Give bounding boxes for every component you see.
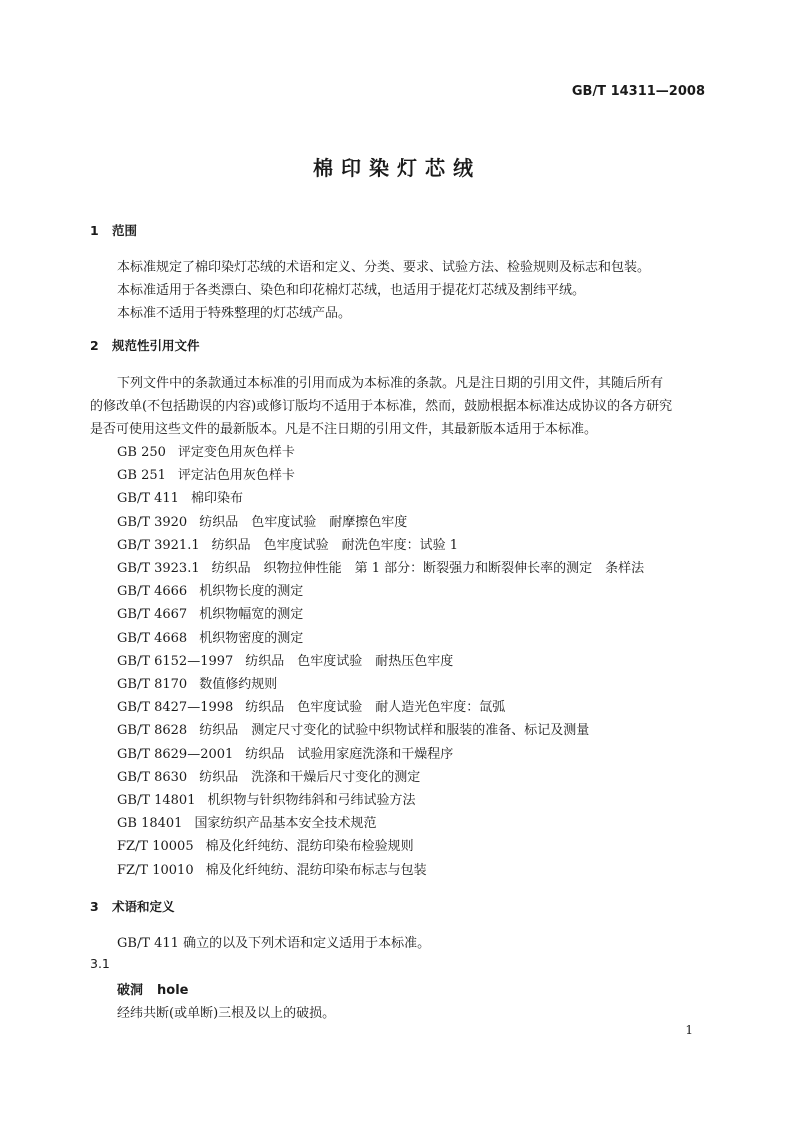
paragraph-line: 下列文件中的条款通过本标准的引用而成为本标准的条款。凡是注日期的引用文件，其随后所有	[117, 376, 664, 391]
term-english: hole	[157, 983, 189, 998]
reference-item	[117, 650, 453, 669]
reference-title: 机织物密度的测定	[199, 630, 304, 646]
reference-item	[117, 743, 453, 762]
page-number: 1	[685, 1023, 693, 1037]
reference-title: 棉及化纤纯纺、混纺印染布检验规则	[205, 839, 414, 855]
reference-code: GB/T 8170	[117, 677, 188, 692]
reference-code: GB 250	[117, 445, 166, 460]
reference-code: GB/T 4668	[117, 630, 188, 646]
reference-title: 纺织品 色牢度试验 耐人造光色牢度：氙弧	[245, 700, 506, 716]
term-chinese: 破洞	[117, 983, 144, 998]
reference-title: 纺织品 色牢度试验 耐热压色牢度	[245, 653, 454, 669]
reference-title: 评定沾色用灰色样卡	[177, 468, 295, 484]
section-title: 规范性引用文件	[112, 338, 200, 353]
reference-code: GB 251	[117, 468, 166, 484]
reference-title: 评定变色用灰色样卡	[177, 445, 295, 460]
reference-code: GB 18401	[117, 816, 183, 832]
reference-item	[117, 627, 303, 646]
reference-title: 棉印染布	[190, 491, 243, 507]
reference-code: GB/T 8628	[117, 723, 188, 739]
reference-item	[117, 696, 505, 715]
section-title: 术语和定义	[112, 899, 175, 914]
reference-item	[117, 557, 644, 576]
paragraph: GB/T 411 确立的以及下列术语和定义适用于本标准。	[117, 936, 431, 951]
reference-code: GB/T 3920	[117, 514, 188, 530]
reference-item	[117, 766, 420, 785]
reference-code: GB/T 14801	[117, 793, 196, 808]
document-title: 棉印染灯芯绒	[313, 156, 481, 180]
section-2-heading	[90, 336, 200, 354]
reference-title: 纺织品 色牢度试验 耐摩擦色牢度	[199, 514, 408, 530]
reference-title: 机织物长度的测定	[199, 584, 304, 600]
reference-title: 数值修约规则	[199, 677, 278, 692]
reference-code: GB/T 8427—1998	[117, 700, 234, 716]
section-3-heading	[90, 897, 175, 915]
reference-code: GB/T 3921.1	[117, 537, 200, 553]
reference-item	[117, 603, 303, 622]
reference-item	[117, 789, 416, 808]
reference-item	[117, 464, 295, 483]
reference-title: 纺织品 测定尺寸变化的试验中织物试样和服装的准备、标记及测量	[199, 723, 590, 739]
reference-title: 机织物与针织物纬斜和弓纬试验方法	[207, 793, 416, 808]
reference-item	[117, 534, 458, 553]
reference-item	[117, 859, 427, 878]
reference-code: GB/T 6152—1997	[117, 653, 234, 669]
reference-item	[117, 441, 295, 460]
paragraph: 本标准不适用于特殊整理的灯芯绒产品。	[117, 306, 352, 321]
paragraph: 本标准适用于各类漂白、染色和印花棉灯芯绒，也适用于提花灯芯绒及割纬平绒。	[117, 283, 586, 298]
reference-item	[117, 580, 303, 599]
section-1-heading	[90, 221, 137, 239]
reference-title: 纺织品 色牢度试验 耐洗色牢度：试验 1	[211, 537, 459, 553]
reference-item	[117, 719, 589, 738]
reference-code: GB/T 4667	[117, 607, 188, 623]
reference-code: GB/T 411	[117, 491, 179, 507]
reference-code: GB/T 8629—2001	[117, 746, 234, 762]
section-number: 2	[90, 338, 99, 353]
reference-title: 国家纺织产品基本安全技术规范	[194, 816, 377, 832]
section-number: 3	[90, 899, 99, 914]
reference-item	[117, 673, 277, 692]
reference-title: 纺织品 洗涤和干燥后尺寸变化的测定	[199, 769, 421, 785]
reference-title: 棉及化纤纯纺、混纺印染布标志与包装	[205, 862, 427, 878]
reference-item	[117, 511, 407, 530]
reference-code: GB/T 8630	[117, 769, 188, 785]
standard-number: GB/T 14311—2008	[571, 84, 705, 99]
reference-code: FZ/T 10005	[117, 839, 194, 855]
reference-item	[117, 487, 243, 506]
reference-code: GB/T 3923.1	[117, 561, 200, 576]
reference-item	[117, 835, 414, 854]
paragraph-line: 是否可使用这些文件的最新版本。凡是不注日期的引用文件，其最新版本适用于本标准。	[90, 422, 598, 437]
term-definition: 经纬共断(或单断)三根及以上的破损。	[117, 1006, 336, 1021]
reference-title: 纺织品 试验用家庭洗涤和干燥程序	[245, 746, 454, 762]
reference-code: FZ/T 10010	[117, 862, 194, 878]
reference-item	[117, 812, 376, 831]
paragraph-line: 的修改单(不包括勘误的内容)或修订版均不适用于本标准，然而，鼓励根据本标准达成协议的各方研究	[90, 399, 673, 414]
subclause-number: 3.1	[90, 956, 110, 971]
reference-title: 机织物幅宽的测定	[199, 607, 304, 623]
paragraph: 本标准规定了棉印染灯芯绒的术语和定义、分类、要求、试验方法、检验规则及标志和包装。	[117, 260, 651, 275]
section-number: 1	[90, 223, 99, 238]
section-title: 范围	[112, 223, 138, 238]
reference-title: 纺织品 织物拉伸性能 第 1 部分：断裂强力和断裂伸长率的测定 条样法	[211, 561, 645, 576]
term	[117, 979, 188, 998]
reference-code: GB/T 4666	[117, 584, 188, 600]
